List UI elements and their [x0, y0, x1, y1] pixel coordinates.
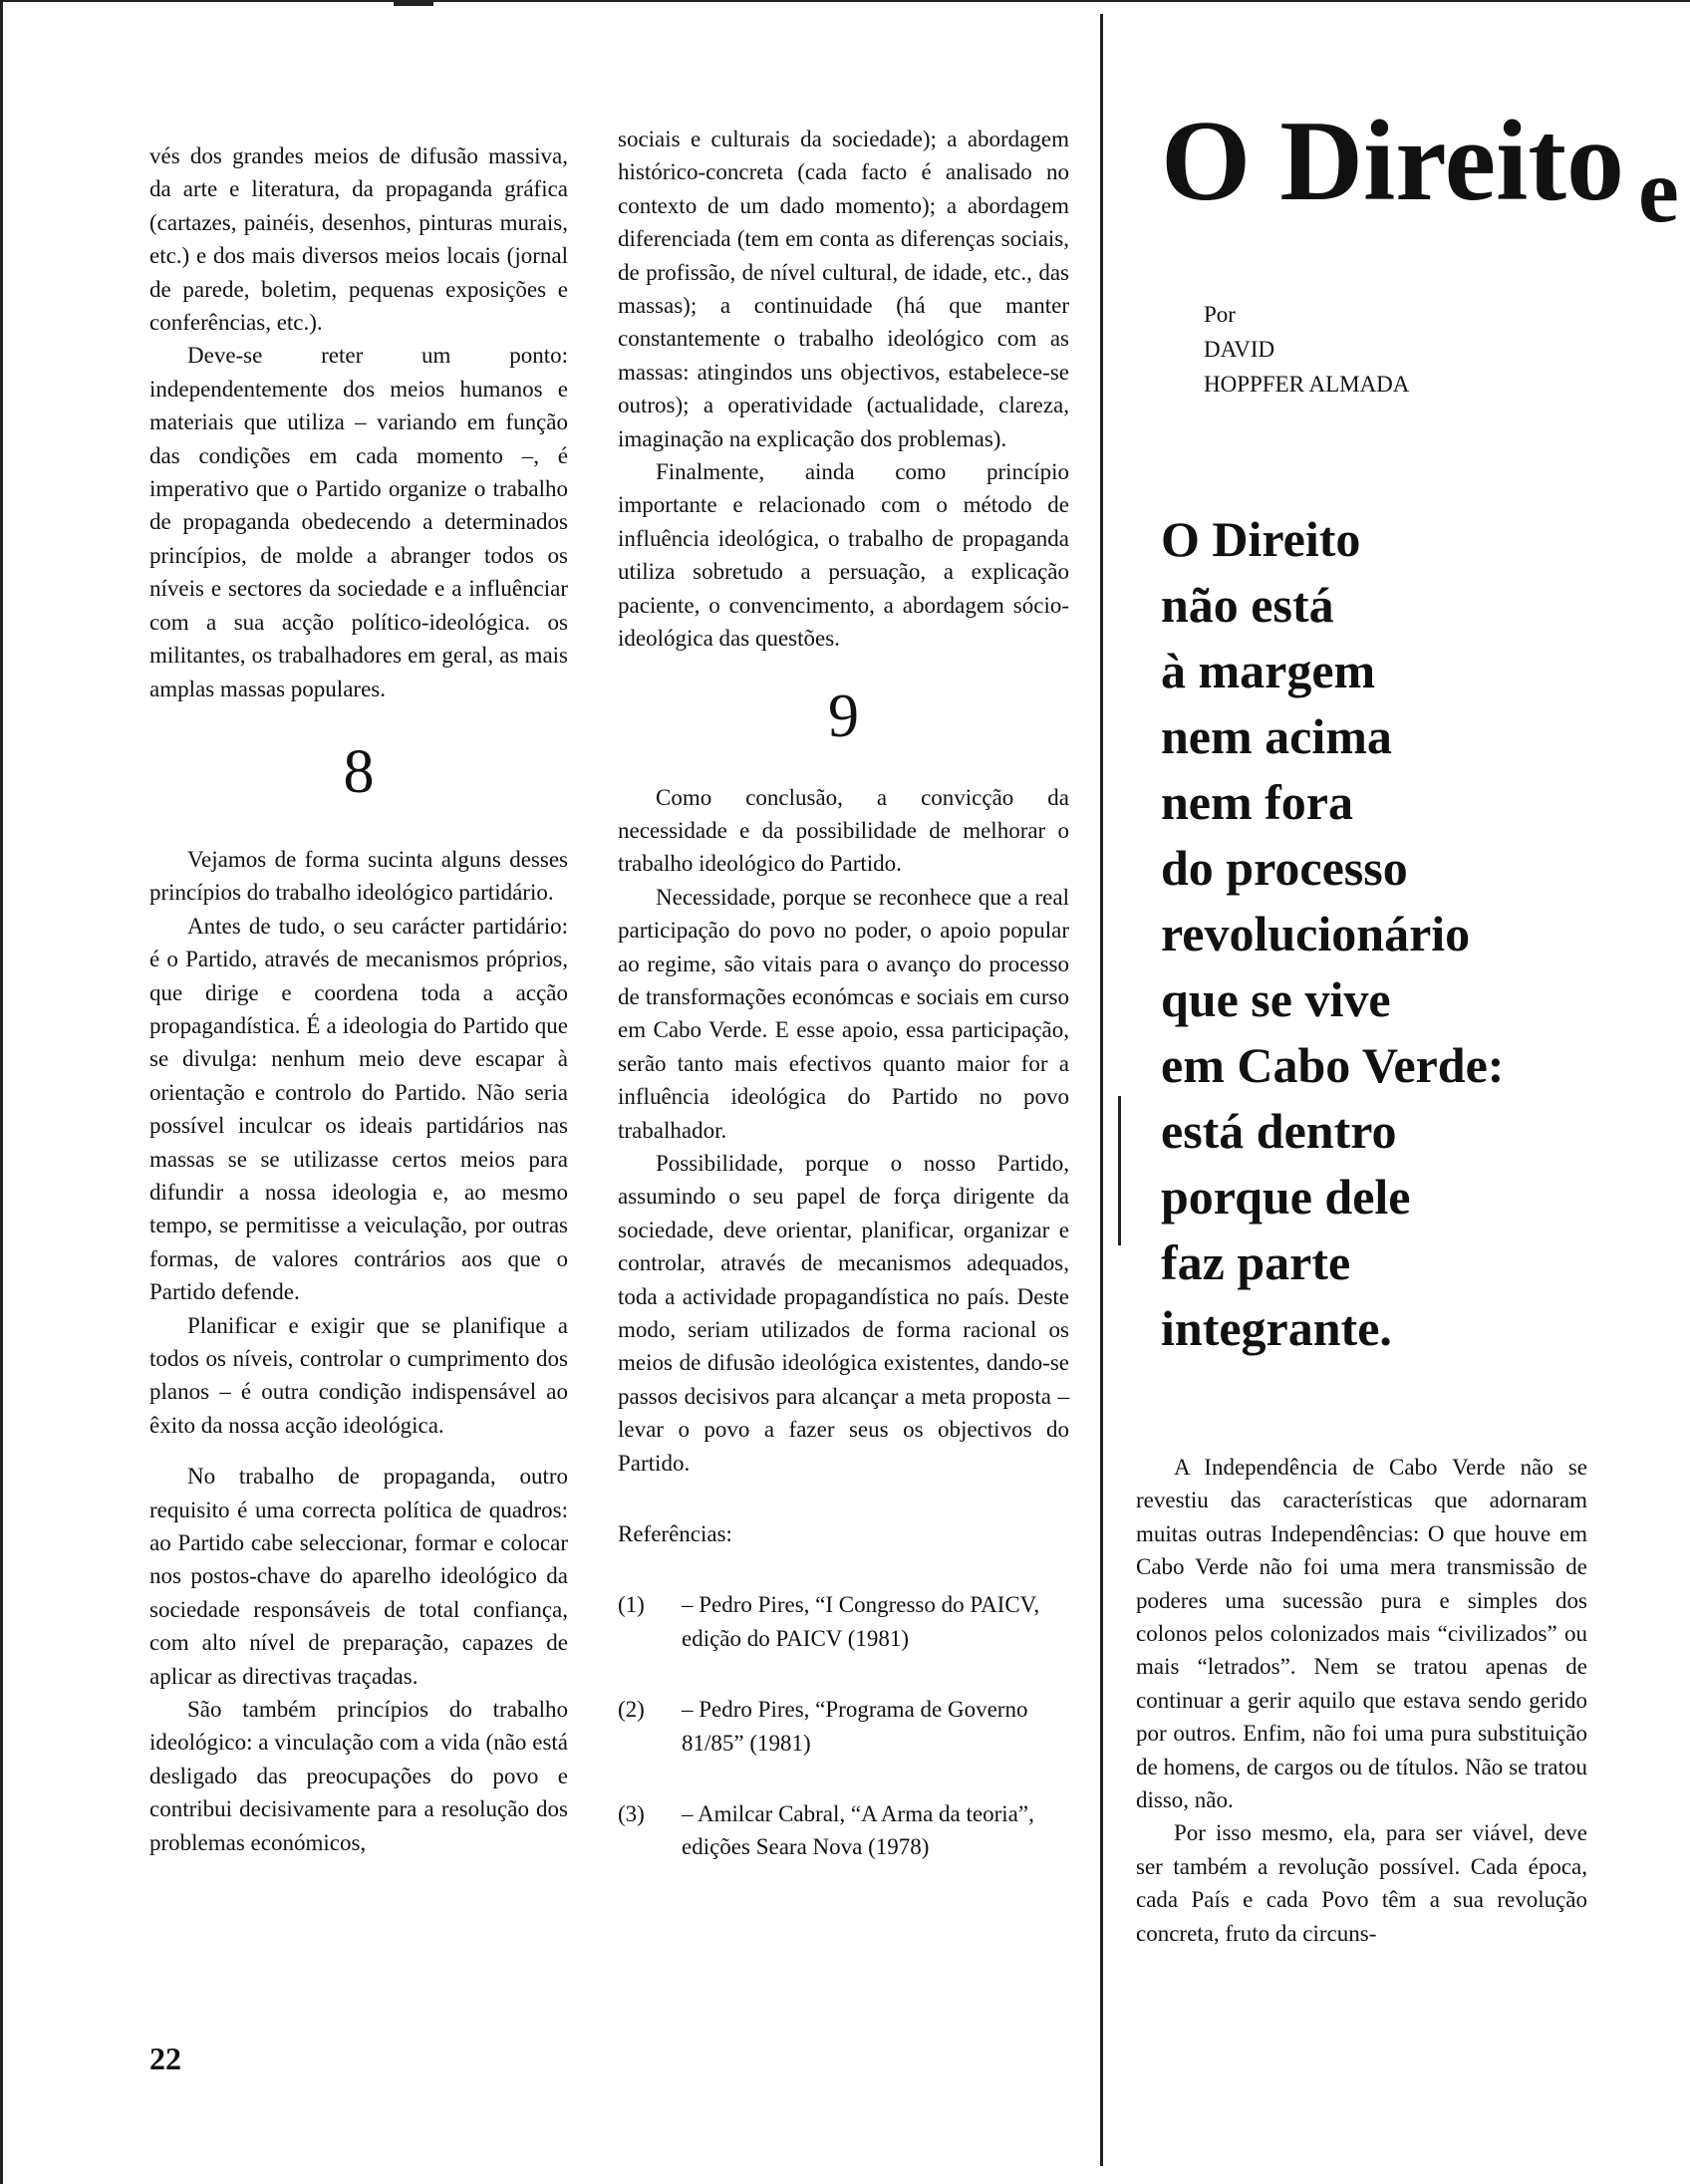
- middle-column: [618, 123, 1069, 1864]
- page-gutter-line: [1100, 14, 1103, 2166]
- page-number: 22: [149, 2041, 181, 2076]
- references-heading: Referências:: [618, 1521, 732, 1547]
- paragraph: Como conclusão, a convicção da necessidade e da possibilidade de melhorar o trabalho ideológico do Partido.: [618, 784, 1069, 877]
- article-title: [1161, 98, 1679, 241]
- page-border-top: [0, 0, 1690, 2]
- paragraph: Planificar e exigir que se planifique a todos os níveis, controlar o cumprimento dos planos – é outra condição indispensável ao êxito da nossa acção ideológica.: [149, 1312, 568, 1438]
- column-rule-mark: [1118, 1096, 1121, 1245]
- pull-quote-line: do processo: [1161, 840, 1408, 896]
- reference-number: (1): [618, 1592, 645, 1618]
- pull-quote-line: revolucionário: [1161, 906, 1471, 961]
- paragraph: A Independência de Cabo Verde não se revestiu das características que adornaram muitas outras Independências: O que houve em Cabo Verde não foi uma mera transmissão de poderes uma sucessão pura e simples dos colonos pelos colonizados mais “civilizados” ou mais “letrados”. Nem se tratou apenas de continuar a gerir aquilo que estava sendo gerido por outros. Enfim, não foi uma pura substituição de homens, de cargos ou de títulos. Não se tratou disso, não.: [1136, 1455, 1587, 1813]
- pull-quote-line: integrante.: [1161, 1300, 1392, 1356]
- paragraph: Possibilidade, porque o nosso Partido, assumindo o seu papel de força dirigente da sociedade, deve orientar, planificar, organizar e controlar, através de mecanismos adequados, toda a actividade propagandística no país. Deste modo, seriam utilizados de forma racional os meios de difusão ideológica existentes, dando-se passos decisivos para alcançar a meta proposta – levar o povo a fazer seus os objectivos do Partido.: [618, 1150, 1069, 1476]
- paragraph: sociais e culturais da sociedade); a abordagem histórico-concreta (cada facto é analisado no contexto de um dado momento); a abordagem diferenciada (tem em conta as diferenças sociais, de profissão, de nível cultural, de idade, etc., das massas); a continuidade (há que manter constantemente o trabalho ideológico com as massas: atingindos uns objectivos, estabelece-se outros); a operatividade (actualidade, clareza, imaginação na explicação dos problemas).: [618, 127, 1069, 451]
- pull-quote-line: faz parte: [1161, 1234, 1351, 1290]
- pull-quote-line: que se vive: [1161, 971, 1391, 1027]
- reference-item: [618, 1797, 1069, 1864]
- left-column: [149, 139, 568, 1859]
- reference-text: – Pedro Pires, “Programa de Governo 81/85” (1981): [682, 1697, 1028, 1756]
- reference-item: [618, 1588, 1069, 1655]
- byline-prefix: Por: [1204, 302, 1236, 327]
- paragraph: Por isso mesmo, ela, para ser viável, deve ser também a revolução possível. Cada época, cada País e cada Povo têm a sua revolução concreta, fruto da circuns-: [1136, 1820, 1587, 1946]
- page-border-left: [0, 0, 3, 2184]
- pull-quote-line: está dentro: [1161, 1103, 1397, 1159]
- page-border-mark: [394, 0, 433, 6]
- pull-quote: [1161, 506, 1689, 1361]
- paragraph: Finalmente, ainda como princípio importante e relacionado com o método de influência ideológica, o trabalho de propaganda utiliza sobretudo a persuação, a explicação paciente, o convencimento, a abordagem sócio-ideológica das questões.: [618, 459, 1069, 652]
- reference-text: – Amilcar Cabral, “A Arma da teoria”, edições Seara Nova (1978): [682, 1801, 1034, 1860]
- pull-quote-line: nem acima: [1161, 708, 1392, 764]
- paragraph: Deve-se reter um ponto: independentemente dos meios humanos e materiais que utiliza – variando em função das condições em cada momento –, é imperativo que o Partido organize o trabalho de propaganda obedecendo a determinados princípios, de molde a abranger todos os níveis e sectores da sociedade e a influênciar com a sua acção político-ideológica. os militantes, os trabalhadores em geral, as mais amplas massas populares.: [149, 343, 568, 701]
- paragraph: Necessidade, porque se reconhece que a real participação do povo no poder, o apoio popular ao regime, são vitais para o avanço do processo de transformações económcas e sociais em curso em Cabo Verde. E esse apoio, essa participação, serão tanto mais efectivos quanto maior for a influência ideológica do Partido no povo trabalhador.: [618, 884, 1069, 1143]
- paragraph: No trabalho de propaganda, outro requisito é uma correcta política de quadros: ao Partido cabe seleccionar, formar e colocar nos postos-chave do aparelho ideológico da sociedade responsáveis de total confiança, com alto nível de preparação, capazes de aplicar as directivas traçadas.: [149, 1464, 568, 1689]
- author-name: HOPPFER ALMADA: [1204, 372, 1410, 397]
- author-name: DAVID: [1204, 337, 1275, 362]
- section-number-8: 8: [343, 737, 375, 806]
- byline: [1204, 297, 1409, 402]
- paragraph: Vejamos de forma sucinta alguns desses princípios do trabalho ideológico partidário.: [149, 846, 568, 906]
- article-body: [1136, 1451, 1587, 1950]
- pull-quote-line: nem fora: [1161, 774, 1353, 830]
- reference-number: (2): [618, 1697, 645, 1723]
- pull-quote-line: em Cabo Verde:: [1161, 1037, 1505, 1093]
- paragraph: vés dos grandes meios de difusão massiva, da arte e literatura, da propaganda gráfica (cartazes, painéis, desenhos, pinturas murais, etc.) e dos mais diversos meios locais (jornal de parede, boletim, pequenas exposições e conferências, etc.).: [149, 143, 568, 336]
- article-title-text: O Direito: [1161, 98, 1624, 225]
- pull-quote-line: O Direito: [1161, 511, 1361, 567]
- reference-text: – Pedro Pires, “I Congresso do PAICV, edição do PAICV (1981): [682, 1592, 1040, 1651]
- section-number-9: 9: [828, 682, 859, 750]
- article-title-continuation: e: [1637, 139, 1679, 241]
- pull-quote-line: porque dele: [1161, 1169, 1411, 1225]
- pull-quote-line: não está: [1161, 577, 1334, 633]
- reference-number: (3): [618, 1801, 645, 1827]
- paragraph: São também princípios do trabalho ideológico: a vinculação com a vida (não está desligado das preocupações do povo e contribui decisivamente para a resolução dos problemas económicos,: [149, 1697, 568, 1855]
- pull-quote-line: à margem: [1161, 643, 1376, 698]
- paragraph: Antes de tudo, o seu carácter partidário: é o Partido, através de mecanismos próprios, que dirige e coordena toda a acção propagandística. É a ideologia do Partido que se divulga: nenhum meio deve escapar à orientação e controlo do Partido. Não seria possível inculcar os ideais partidários nas massas se se utilizasse certos meios para difundir a nossa ideologia e, ao mesmo tempo, se permitisse a veiculação, por outras formas, de valores contrários aos que o Partido defende.: [149, 913, 568, 1305]
- reference-item: [618, 1693, 1069, 1760]
